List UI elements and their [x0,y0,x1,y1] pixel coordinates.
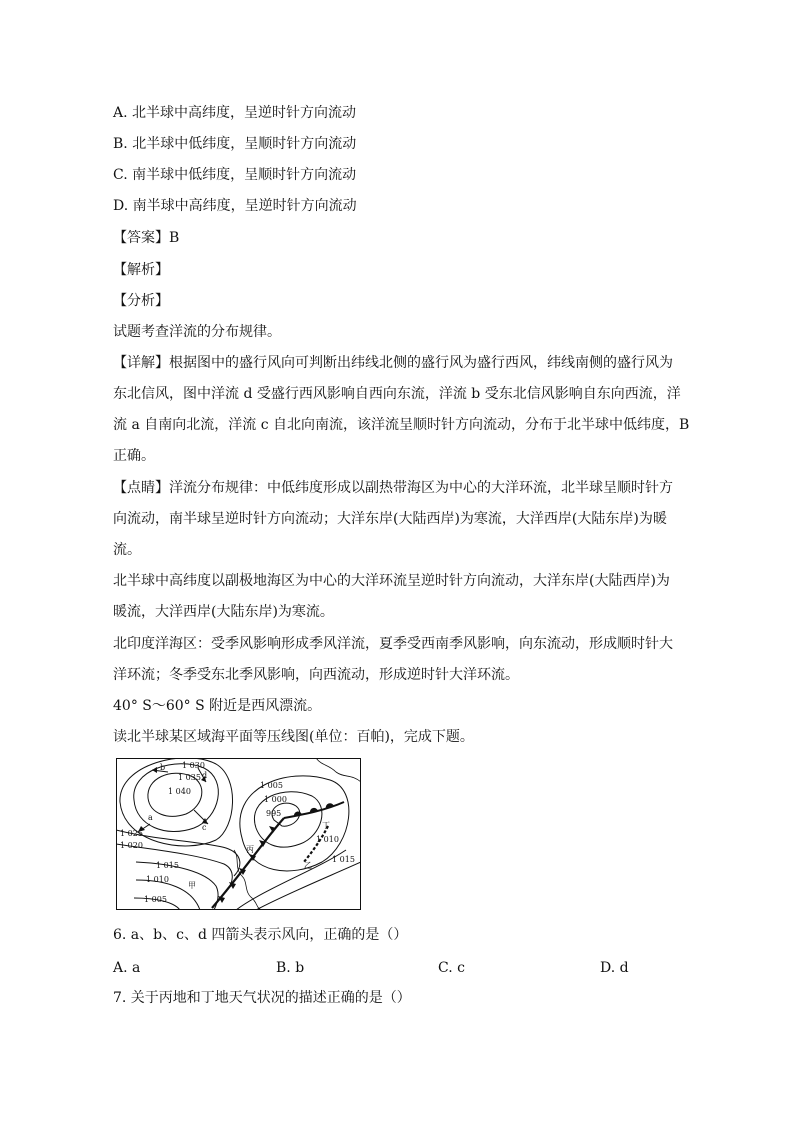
place-bing: 丙 [246,845,254,854]
warm-front-teeth [294,803,334,816]
isobar-map [116,758,361,910]
westwind-line: 40° S～60° S 附近是西风漂流。 [113,698,322,714]
option-c: C. 南半球中低纬度，呈顺时针方向流动 [113,167,357,183]
indian-line-2: 洋环流；冬季受东北季风影响，向西流动，形成逆时针大洋环流。 [113,667,519,683]
coastline [234,850,262,910]
label-995: 995 [266,809,282,818]
option-b: B. 北半球中低纬度，呈顺时针方向流动 [113,136,357,152]
label-1035: 1 035 [178,773,201,782]
label-1005: 1 005 [260,781,283,790]
place-yi: 乙 [304,861,312,870]
detail-line-4: 正确。 [113,448,155,464]
label-1010-right: 1 010 [316,835,339,844]
indian-line-1: 北印度洋海区：受季风影响形成季风洋流，夏季受西南季风影响，向东流动，形成顺时针大 [113,636,673,652]
dianjing-line-3: 流。 [113,542,141,558]
map-intro: 读北半球某区域海平面等压线图(单位：百帕)，完成下题。 [113,729,474,745]
intro-text: 试题考查洋流的分布规律。 [113,324,281,340]
detail-line-3: 流 a 自南向北流，洋流 c 自北向南流，该洋流呈顺时针方向流动，分布于北半球中低纬度，B [113,417,690,433]
letter-a: a [148,813,153,822]
label-1020: 1 020 [120,841,143,850]
north-high-line-2: 暖流，大洋西岸(大陆东岸)为寒流。 [113,604,334,620]
label-1005-left: 1 005 [144,895,167,904]
label-1015-right: 1 015 [332,855,355,864]
letter-c: c [202,823,207,832]
label-1000: 1 000 [264,795,287,804]
answer: 【答案】B [113,230,180,246]
label-1030: 1 030 [182,761,205,770]
label-1015: 1 015 [156,861,179,870]
dianjing-line-2: 向流动，南半球呈逆时针方向流动；大洋东岸(大陆西岸)为寒流，大洋西岸(大陆东岸)为暖 [113,511,667,527]
place-ding: 丁 [322,821,330,830]
q7-stem: 7. 关于丙地和丁地天气状况的描述正确的是（） [113,990,411,1006]
label-1040: 1 040 [168,787,191,796]
north-high-line-1: 北半球中高纬度以副极地海区为中心的大洋环流呈逆时针方向流动，大洋东岸(大陆西岸)为 [113,573,670,589]
detail-line-2: 东北信风，图中洋流 d 受盛行西风影响自西向东流，洋流 b 受东北信风影响自东向西流，洋 [113,386,681,402]
q6-option-c: C. c [438,960,465,976]
label-1025: 1 025 [120,829,143,838]
q6-stem: 6. a、b、c、d 四箭头表示风向，正确的是（） [113,927,408,943]
option-d: D. 南半球中高纬度，呈逆时针方向流动 [113,198,357,214]
label-1010: 1 010 [146,875,169,884]
letter-d: d [202,771,208,780]
letter-b: b [160,763,166,772]
q6-option-b: B. b [276,960,305,976]
analysis-header: 【解析】 [113,262,169,278]
detail-line-1: 【详解】根据图中的盛行风向可判断出纬线北侧的盛行风为盛行西风，纬线南侧的盛行风为 [113,355,673,371]
option-a: A. 北半球中高纬度，呈逆时针方向流动 [113,105,357,121]
q6-option-a: A. a [113,960,141,976]
dianjing-line-1: 【点睛】洋流分布规律：中低纬度形成以副热带海区为中心的大洋环流，北半球呈顺时针方 [113,480,673,496]
place-jia: 甲 [188,881,196,890]
fenxi-header: 【分析】 [113,293,169,309]
q6-option-d: D. d [600,960,629,976]
